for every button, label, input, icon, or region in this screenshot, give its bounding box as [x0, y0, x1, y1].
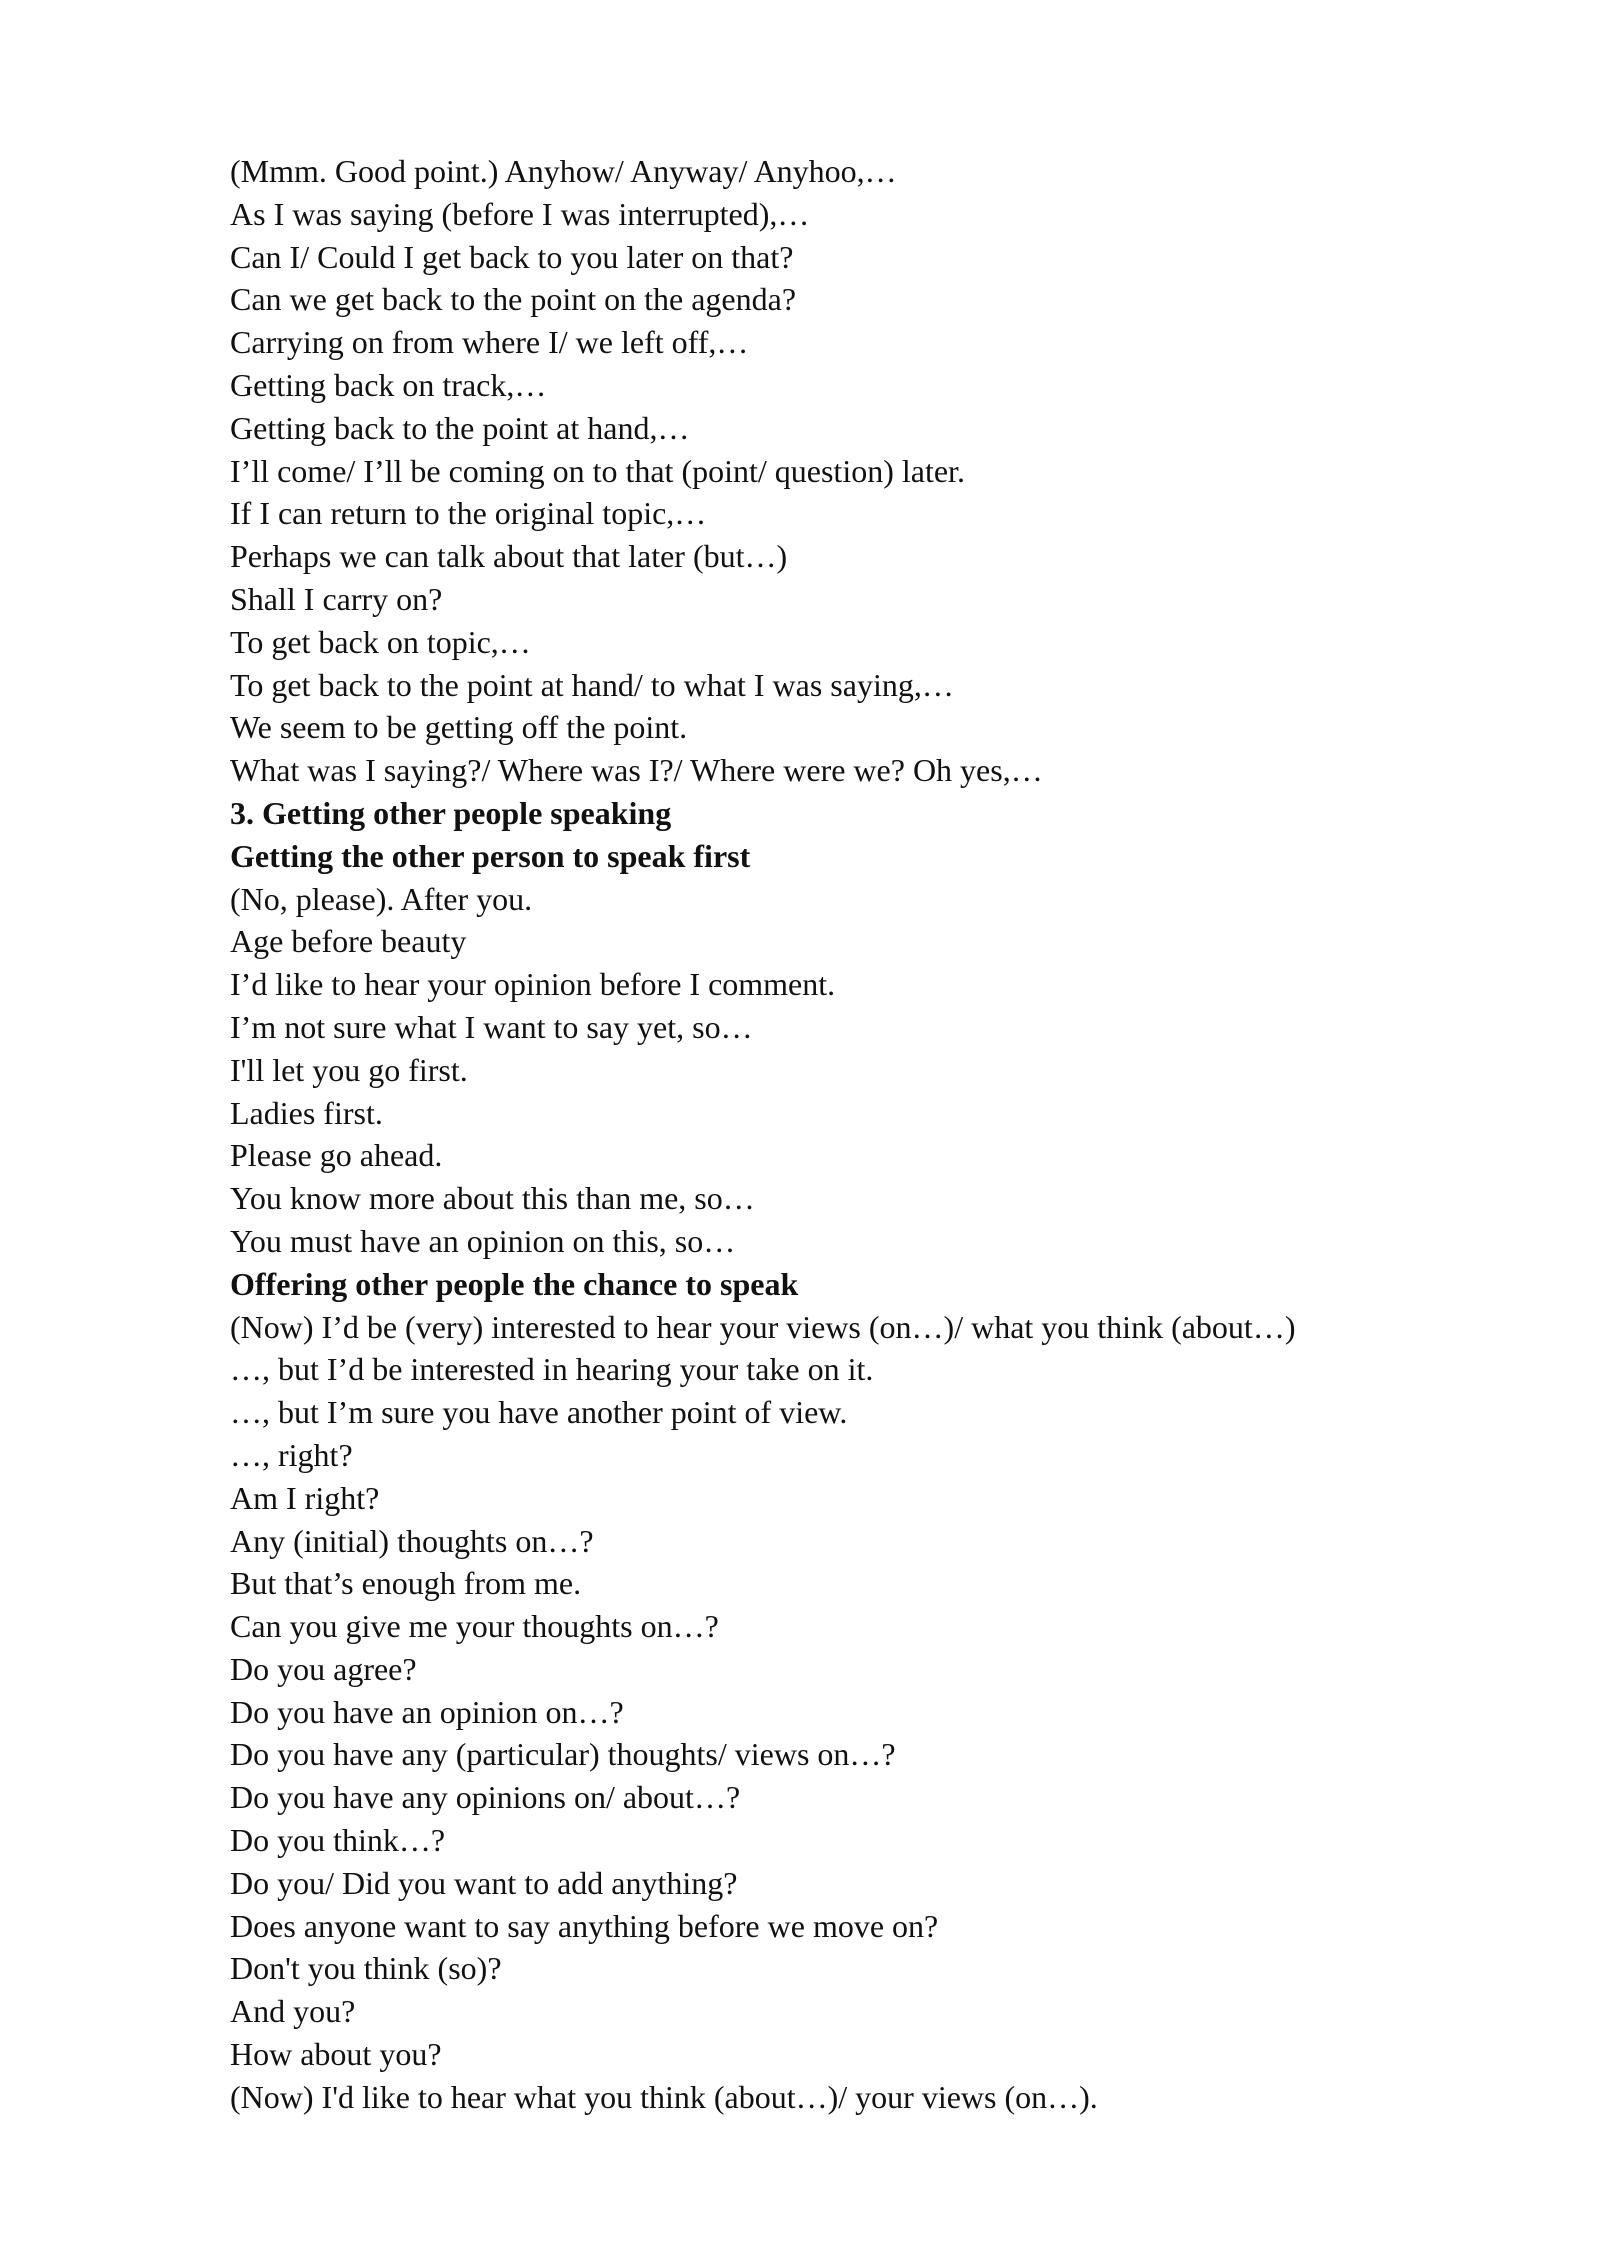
phrase-line: (No, please). After you.	[230, 880, 533, 917]
phrase-line: To get back to the point at hand/ to what I was saying,…	[230, 666, 954, 703]
phrase-line: Can I/ Could I get back to you later on that?	[230, 238, 794, 275]
phrase-line: Do you agree?	[230, 1650, 417, 1687]
phrase-line: Getting back on track,…	[230, 366, 547, 403]
phrase-line: Do you have any (particular) thoughts/ views on…?	[230, 1736, 896, 1773]
phrase-line: Does anyone want to say anything before we move on?	[230, 1907, 939, 1944]
phrase-line: Getting back to the point at hand,…	[230, 409, 690, 446]
phrase-line: (Now) I’d be (very) interested to hear your views (on…)/ what you think (about…)	[230, 1308, 1296, 1345]
phrase-line: Can you give me your thoughts on…?	[230, 1608, 719, 1645]
phrase-line: You must have an opinion on this, so…	[230, 1222, 736, 1259]
phrase-line: …, but I’d be interested in hearing your take on it.	[230, 1351, 874, 1388]
phrase-line: And you?	[230, 1993, 356, 2030]
phrase-line: Do you think…?	[230, 1822, 446, 1859]
document-page	[230, 150, 1480, 2119]
phrase-line: To get back on topic,…	[230, 623, 531, 660]
phrase-line: I'll let you go first.	[230, 1051, 468, 1088]
phrase-line: Perhaps we can talk about that later (but…)	[230, 538, 788, 575]
phrase-line: Please go ahead.	[230, 1137, 443, 1174]
phrase-line: …, but I’m sure you have another point of view.	[230, 1394, 848, 1431]
phrase-line: Am I right?	[230, 1479, 380, 1516]
section-heading: 3. Getting other people speaking	[230, 794, 672, 831]
phrase-line: We seem to be getting off the point.	[230, 709, 688, 746]
phrase-line: …, right?	[230, 1436, 353, 1473]
phrase-line: Do you/ Did you want to add anything?	[230, 1864, 738, 1901]
phrase-line: I’ll come/ I’ll be coming on to that (point/ question) later.	[230, 452, 965, 489]
phrase-line: I’d like to hear your opinion before I comment.	[230, 966, 836, 1003]
phrase-line: Can we get back to the point on the agenda?	[230, 281, 797, 318]
phrase-line: Don't you think (so)?	[230, 1950, 502, 1987]
phrase-line: Carrying on from where I/ we left off,…	[230, 324, 749, 361]
phrase-line: If I can return to the original topic,…	[230, 495, 707, 532]
phrase-line: (Now) I'd like to hear what you think (about…)/ your views (on…).	[230, 2078, 1098, 2115]
phrase-line: Do you have an opinion on…?	[230, 1693, 624, 1730]
phrase-line: I’m not sure what I want to say yet, so…	[230, 1008, 753, 1045]
phrase-line: You know more about this than me, so…	[230, 1180, 755, 1217]
phrase-line: Shall I carry on?	[230, 580, 443, 617]
phrase-line: Ladies first.	[230, 1094, 383, 1131]
phrase-line: But that’s enough from me.	[230, 1565, 582, 1602]
phrase-line: How about you?	[230, 2036, 442, 2073]
section-heading: Getting the other person to speak first	[230, 837, 751, 874]
phrase-line: What was I saying?/ Where was I?/ Where were we? Oh yes,…	[230, 752, 1043, 789]
phrase-line: Do you have any opinions on/ about…?	[230, 1779, 741, 1816]
phrase-line: (Mmm. Good point.) Anyhow/ Anyway/ Anyhoo,…	[230, 153, 897, 189]
section-heading: Offering other people the chance to speak	[230, 1265, 799, 1302]
phrase-line: Age before beauty	[230, 923, 467, 960]
phrase-line: Any (initial) thoughts on…?	[230, 1522, 594, 1559]
phrase-line: As I was saying (before I was interrupted),…	[230, 195, 810, 232]
